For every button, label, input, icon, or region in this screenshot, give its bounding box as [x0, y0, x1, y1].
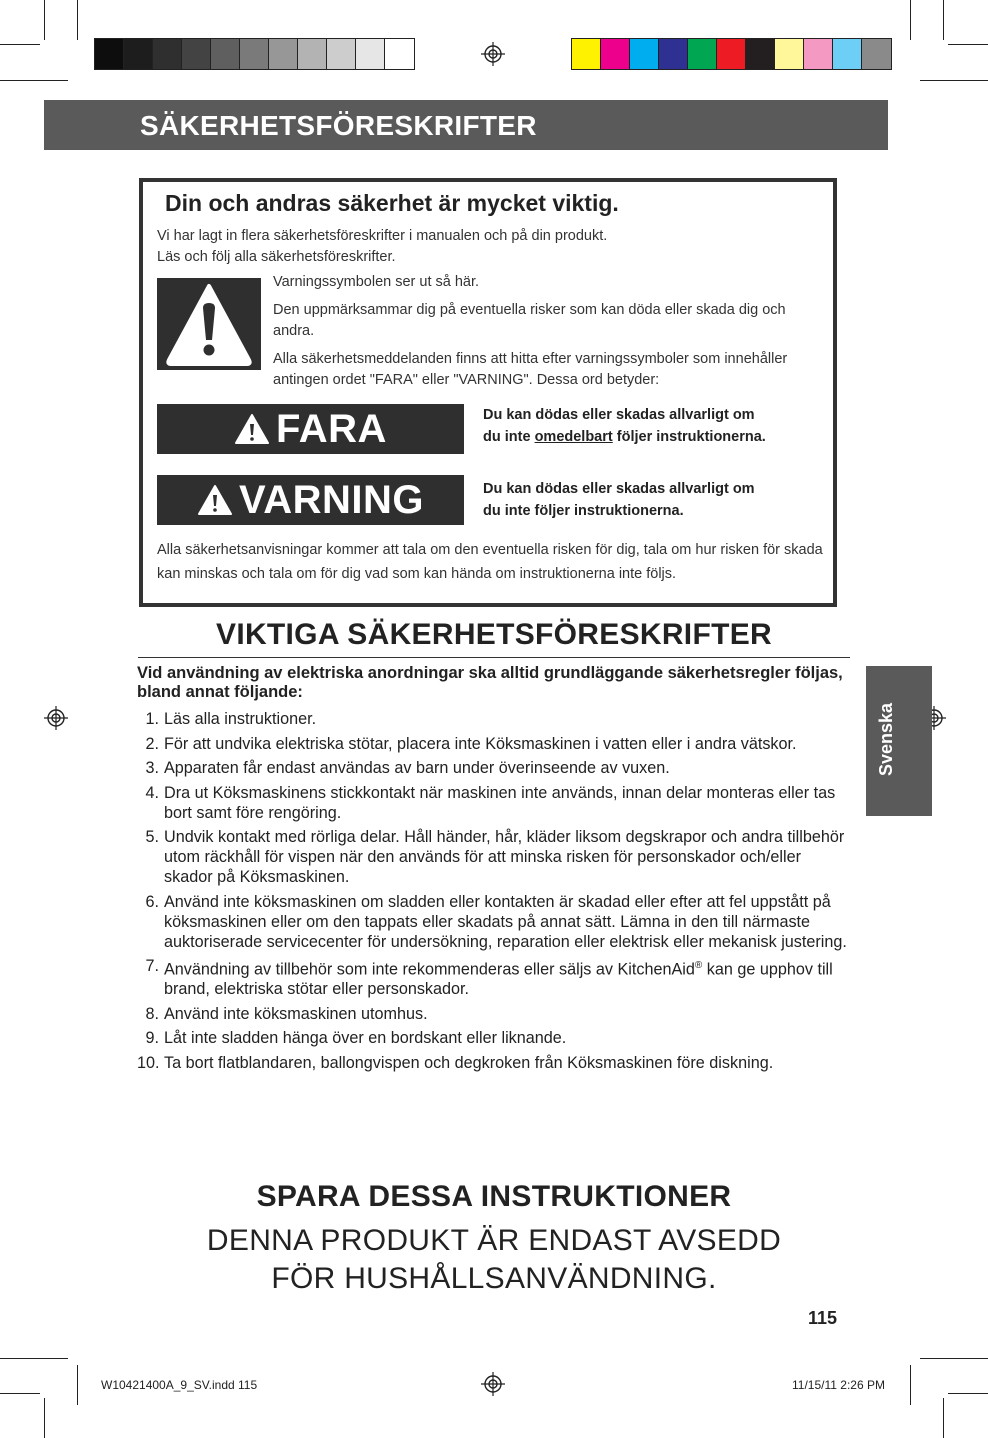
- warning-box-heading: Din och andras säkerhet är mycket viktig.: [165, 190, 619, 216]
- page-number: 115: [808, 1308, 838, 1328]
- item-text: Låt inte sladden hänga över en bordskant eller liknande.: [164, 1029, 567, 1048]
- color-swatch: [385, 39, 414, 69]
- language-tab-label: Svenska: [876, 702, 896, 776]
- crop-mark: [948, 1393, 988, 1394]
- item-number: 6.: [145, 892, 159, 911]
- warning-box-intro: [157, 226, 607, 268]
- slug-file-info: W10421400A_9_SV.indd 115: [101, 1378, 258, 1392]
- household-line: DENNA PRODUKT ÄR ENDAST AVSEDD: [206, 1224, 782, 1257]
- crop-mark: [77, 0, 78, 40]
- grayscale-color-bar: [94, 38, 415, 70]
- registration-mark-icon: [481, 42, 505, 66]
- item-text: Dra ut Köksmaskinens stickkontakt när maskinen inte används, innan delar monteras eller tas bort samt före rengöring.: [164, 783, 836, 822]
- item-text-part: Användning av tillbehör som inte rekommenderas eller säljs av KitchenAid: [164, 960, 695, 979]
- color-swatch: [240, 39, 269, 69]
- safety-instructions-list: [137, 709, 852, 1077]
- registration-mark-icon: [44, 706, 68, 730]
- item-text: Undvik kontakt med rörliga delar. Håll händer, hår, kläder liksom degskrapor och andra tillbehör utom räckhåll för vispen när den används för att minska risken för personskador och/eller skador på Köksmaskinen.: [164, 828, 845, 886]
- warning-desc-line: du inte följer instruktionerna.: [483, 503, 684, 519]
- crop-mark: [0, 44, 40, 45]
- list-item: [137, 956, 852, 999]
- warning-label: VARNING: [239, 477, 424, 522]
- warning-desc-line: Du kan dödas eller skadas allvarligt om: [483, 481, 755, 497]
- section-header-band: [44, 100, 888, 150]
- danger-desc-line: Du kan dödas eller skadas allvarligt om: [483, 407, 755, 423]
- item-number: 1.: [145, 710, 159, 728]
- safety-alert-symbol: [157, 278, 261, 370]
- item-number: 8.: [145, 1004, 159, 1023]
- color-swatch: [688, 39, 717, 69]
- color-swatch: [746, 39, 775, 69]
- danger-desc-text: följer instruktionerna.: [612, 429, 766, 445]
- warning-triangle-icon: [197, 484, 233, 516]
- danger-desc-emphasis: omedelbart: [534, 429, 613, 445]
- symbol-text: Den uppmärksammar dig på eventuella risker som kan döda eller skada dig och andra.: [273, 302, 786, 339]
- item-number: 9.: [145, 1029, 159, 1048]
- list-item: [137, 1004, 852, 1024]
- color-swatch: [153, 39, 182, 69]
- color-swatch: [862, 39, 891, 69]
- color-swatch: [804, 39, 833, 69]
- item-text: Ta bort flatblandaren, ballongvispen och degkroken från Köksmaskinen före diskning.: [164, 1053, 774, 1072]
- symbol-text: Varningssymbolen ser ut så här.: [273, 274, 480, 290]
- color-swatch: [269, 39, 298, 69]
- crop-mark: [0, 80, 68, 81]
- list-item: [137, 1028, 852, 1048]
- color-swatch: [356, 39, 385, 69]
- crop-mark: [943, 0, 944, 40]
- color-swatch: [572, 39, 601, 69]
- danger-signal-panel: [157, 404, 464, 454]
- item-text: Apparaten får endast användas av barn under överinseende av vuxen.: [164, 759, 670, 777]
- crop-mark: [920, 1358, 988, 1359]
- item-number: 7.: [145, 957, 159, 975]
- warning-triangle-icon: [157, 278, 261, 370]
- color-swatch: [95, 39, 124, 69]
- list-item: [137, 758, 852, 778]
- intro-line: Läs och följ alla säkerhetsföreskrifter.: [157, 249, 396, 265]
- registered-mark: ®: [694, 960, 703, 971]
- color-swatch: [182, 39, 211, 69]
- important-safeguards-title: VIKTIGA SÄKERHETSFÖRESKRIFTER: [216, 618, 772, 651]
- color-swatch: [833, 39, 862, 69]
- list-item: [137, 892, 852, 952]
- crop-mark: [920, 80, 988, 81]
- crop-mark: [910, 1365, 911, 1405]
- list-item: [137, 1053, 852, 1073]
- important-lead-text: Vid användning av elektriska anordningar ska alltid grundläggande säkerhetsregler följas, bland annat följande:: [137, 664, 843, 701]
- crop-mark: [77, 1365, 78, 1405]
- household-line: FÖR HUSHÅLLSANVÄNDNING.: [271, 1262, 717, 1295]
- color-swatch: [211, 39, 240, 69]
- list-item: [137, 734, 852, 754]
- danger-desc-line: [483, 426, 813, 448]
- list-item: [137, 827, 852, 887]
- slug-date: 11/15/11 2:26 PM: [792, 1378, 885, 1392]
- process-color-bar: [571, 38, 892, 70]
- item-number: 3.: [145, 759, 159, 777]
- crop-mark: [44, 1398, 45, 1438]
- item-text: Använd inte köksmaskinen utomhus.: [164, 1004, 428, 1023]
- crop-mark: [948, 44, 988, 45]
- item-text-part: kan ge upphov till brand, elektriska stötar eller personskador.: [164, 960, 833, 999]
- warning-triangle-icon: [234, 413, 270, 445]
- color-swatch: [298, 39, 327, 69]
- color-swatch: [630, 39, 659, 69]
- item-number: 4.: [145, 783, 159, 802]
- divider: [138, 657, 850, 658]
- danger-desc-text: du inte: [483, 429, 535, 445]
- item-text: För att undvika elektriska stötar, placera inte Köksmaskinen i vatten eller i andra vätskor.: [164, 734, 797, 753]
- item-text: Läs alla instruktioner.: [164, 710, 317, 728]
- section-title: SÄKERHETSFÖRESKRIFTER: [140, 110, 537, 141]
- save-instructions-title: SPARA DESSA INSTRUKTIONER: [256, 1180, 732, 1213]
- crop-mark: [0, 1393, 40, 1394]
- color-swatch: [124, 39, 153, 69]
- warning-description: [483, 478, 813, 522]
- danger-description: [483, 404, 813, 448]
- color-swatch: [601, 39, 630, 69]
- danger-label: FARA: [276, 406, 387, 451]
- list-item: [137, 709, 852, 729]
- color-swatch: [327, 39, 356, 69]
- language-tab: [866, 666, 932, 816]
- item-text: Använd inte köksmaskinen om sladden eller kontakten är skadad eller efter att fel uppstått på köksmaskinen eller om den tappats eller skadats på annat sätt. Lämna in den till närmaste auktoriserade servicecenter för undersökning, reparation eller elektrisk eller mekanisk justering.: [164, 892, 847, 951]
- color-swatch: [775, 39, 804, 69]
- item-number: 5.: [145, 828, 159, 846]
- color-swatch: [659, 39, 688, 69]
- item-number: 10.: [137, 1053, 160, 1072]
- registration-mark-icon: [481, 1372, 505, 1396]
- safety-warning-box: [139, 178, 837, 607]
- warning-box-footer: Alla säkerhetsanvisningar kommer att tala om den eventuella risken för dig, tala om hur risken för skada kan minskas och tala om för dig vad som kan hända om instruktionerna inte följs.: [157, 542, 823, 582]
- intro-line: Vi har lagt in flera säkerhetsföreskrifter i manualen och på din produkt.: [157, 228, 608, 244]
- color-swatch: [717, 39, 746, 69]
- crop-mark: [910, 0, 911, 40]
- household-use-notice: [0, 1222, 988, 1298]
- item-number: 2.: [145, 734, 159, 753]
- symbol-text: Alla säkerhetsmeddelanden finns att hitta efter varningssymboler som innehåller antingen ordet "FARA" eller "VARNING". Dessa ord betyder:: [273, 351, 788, 388]
- item-text: [164, 956, 852, 999]
- symbol-explanation: [273, 272, 818, 398]
- crop-mark: [44, 0, 45, 40]
- crop-mark: [0, 1358, 68, 1359]
- warning-signal-panel: [157, 475, 464, 525]
- crop-mark: [943, 1398, 944, 1438]
- list-item: [137, 783, 852, 823]
